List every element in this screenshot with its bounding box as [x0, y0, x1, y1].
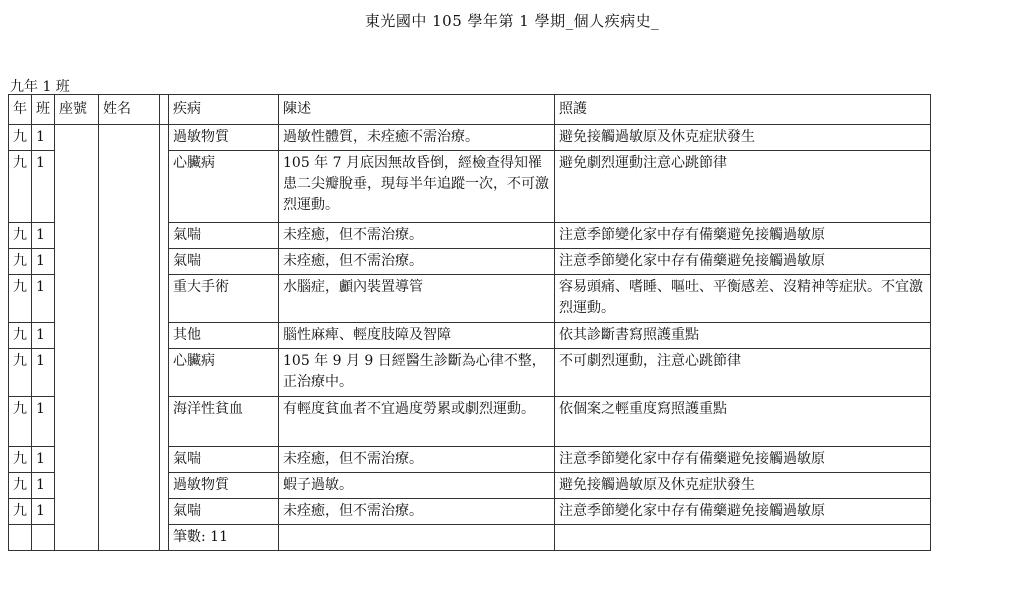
cell-class: 1 [32, 499, 55, 525]
table-header-row [9, 95, 931, 125]
cell-gap [160, 397, 169, 447]
cell-grade: 九 [9, 125, 32, 151]
cell-disease: 過敏物質 [169, 125, 279, 151]
cell-gap [160, 275, 169, 323]
cell-class: 1 [32, 473, 55, 499]
cell-care: 避免接觸過敏原及休克症狀發生 [555, 125, 931, 151]
table-row [9, 125, 931, 151]
cell-seat [55, 249, 99, 275]
cell-class: 1 [32, 397, 55, 447]
class-label: 九年 1 班 [10, 79, 70, 95]
table-row [9, 275, 931, 323]
col-header-description: 陳述 [279, 95, 555, 125]
cell-gap [160, 499, 169, 525]
cell-grade: 九 [9, 249, 32, 275]
cell-description: 未痊癒，但不需治療。 [279, 249, 555, 275]
footer-cell [99, 525, 160, 551]
cell-name [99, 447, 160, 473]
cell-care: 不可劇烈運動，注意心跳節律 [555, 349, 931, 397]
cell-seat [55, 151, 99, 223]
cell-description: 水腦症，顱內裝置導管 [279, 275, 555, 323]
cell-disease: 氣喘 [169, 499, 279, 525]
table-row [9, 223, 931, 249]
cell-seat [55, 349, 99, 397]
cell-seat [55, 499, 99, 525]
record-count: 筆數: 11 [169, 525, 279, 551]
cell-description: 過敏性體質，未痊癒不需治療。 [279, 125, 555, 151]
cell-disease: 過敏物質 [169, 473, 279, 499]
cell-seat [55, 447, 99, 473]
cell-class: 1 [32, 223, 55, 249]
cell-seat [55, 323, 99, 349]
cell-seat [55, 223, 99, 249]
footer-cell [9, 525, 32, 551]
cell-disease: 海洋性貧血 [169, 397, 279, 447]
cell-care: 注意季節變化家中存有備藥避免接觸過敏原 [555, 223, 931, 249]
cell-grade: 九 [9, 447, 32, 473]
cell-name [99, 323, 160, 349]
table-row [9, 499, 931, 525]
cell-class: 1 [32, 249, 55, 275]
document-title: 東光國中 105 學年第 1 學期_個人疾病史_ [364, 12, 660, 30]
cell-disease: 氣喘 [169, 249, 279, 275]
cell-grade: 九 [9, 499, 32, 525]
cell-care: 避免接觸過敏原及休克症狀發生 [555, 473, 931, 499]
cell-grade: 九 [9, 223, 32, 249]
table-row [9, 447, 931, 473]
cell-gap [160, 447, 169, 473]
cell-care: 注意季節變化家中存有備藥避免接觸過敏原 [555, 447, 931, 473]
col-header-class: 班 [32, 95, 55, 125]
footer-cell [55, 525, 99, 551]
cell-class: 1 [32, 447, 55, 473]
cell-description: 未痊癒，但不需治療。 [279, 223, 555, 249]
cell-name [99, 151, 160, 223]
col-header-seat: 座號 [55, 95, 99, 125]
cell-description: 未痊癒，但不需治療。 [279, 447, 555, 473]
cell-gap [160, 323, 169, 349]
cell-description: 105 年 7 月底因無故昏倒，經檢查得知罹患二尖瓣脫垂，現每半年追蹤一次，不可激烈運動。 [279, 151, 555, 223]
table-body [9, 125, 931, 551]
cell-care: 注意季節變化家中存有備藥避免接觸過敏原 [555, 499, 931, 525]
disease-history-table [8, 94, 931, 551]
cell-seat [55, 125, 99, 151]
cell-disease: 氣喘 [169, 447, 279, 473]
cell-disease: 氣喘 [169, 223, 279, 249]
cell-gap [160, 473, 169, 499]
cell-gap [160, 249, 169, 275]
cell-description: 蝦子過敏。 [279, 473, 555, 499]
cell-gap [160, 151, 169, 223]
cell-disease: 其他 [169, 323, 279, 349]
cell-name [99, 275, 160, 323]
footer-cell [32, 525, 55, 551]
cell-description: 有輕度貧血者不宜過度勞累或劇烈運動。 [279, 397, 555, 447]
cell-gap [160, 223, 169, 249]
cell-care: 依其診斷書寫照護重點 [555, 323, 931, 349]
cell-care: 避免劇烈運動注意心跳節律 [555, 151, 931, 223]
cell-disease: 心臟病 [169, 151, 279, 223]
table-row [9, 151, 931, 223]
cell-care: 依個案之輕重度寫照護重點 [555, 397, 931, 447]
col-header-grade: 年 [9, 95, 32, 125]
cell-name [99, 223, 160, 249]
cell-grade: 九 [9, 397, 32, 447]
cell-description: 105 年 9 月 9 日經醫生診斷為心律不整，正治療中。 [279, 349, 555, 397]
footer-cell [160, 525, 169, 551]
cell-name [99, 349, 160, 397]
cell-disease: 重大手術 [169, 275, 279, 323]
footer-cell [555, 525, 931, 551]
cell-name [99, 499, 160, 525]
col-header-name: 姓名 [99, 95, 160, 125]
cell-class: 1 [32, 125, 55, 151]
cell-care: 容易頭痛、嗜睡、嘔吐、平衡感差、沒精神等症狀。不宜激烈運動。 [555, 275, 931, 323]
cell-grade: 九 [9, 275, 32, 323]
table-row [9, 249, 931, 275]
cell-grade: 九 [9, 151, 32, 223]
table-row [9, 397, 931, 447]
cell-class: 1 [32, 275, 55, 323]
cell-name [99, 397, 160, 447]
footer-cell [279, 525, 555, 551]
cell-class: 1 [32, 151, 55, 223]
cell-grade: 九 [9, 323, 32, 349]
cell-grade: 九 [9, 349, 32, 397]
cell-class: 1 [32, 323, 55, 349]
table-row [9, 323, 931, 349]
table-footer-row [9, 525, 931, 551]
cell-name [99, 473, 160, 499]
cell-seat [55, 397, 99, 447]
table-row [9, 473, 931, 499]
cell-description: 腦性麻痺、輕度肢障及智障 [279, 323, 555, 349]
cell-class: 1 [32, 349, 55, 397]
cell-description: 未痊癒，但不需治療。 [279, 499, 555, 525]
cell-gap [160, 125, 169, 151]
cell-gap [160, 349, 169, 397]
cell-name [99, 249, 160, 275]
cell-disease: 心臟病 [169, 349, 279, 397]
table-row [9, 349, 931, 397]
cell-seat [55, 473, 99, 499]
col-header-disease: 疾病 [169, 95, 279, 125]
cell-name [99, 125, 160, 151]
cell-care: 注意季節變化家中存有備藥避免接觸過敏原 [555, 249, 931, 275]
col-header-care: 照護 [555, 95, 931, 125]
cell-seat [55, 275, 99, 323]
col-gap [160, 95, 169, 125]
cell-grade: 九 [9, 473, 32, 499]
